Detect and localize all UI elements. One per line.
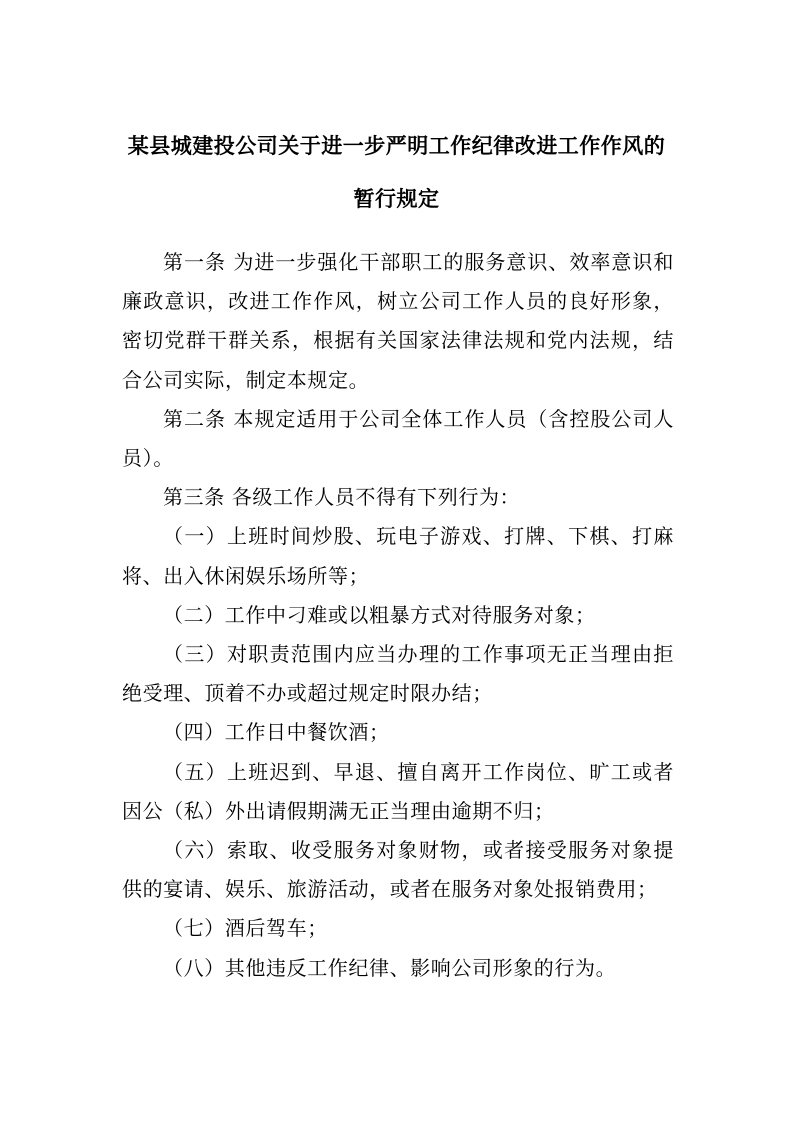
article-3-item-1: （一）上班时间炒股、玩电子游戏、打牌、下棋、打麻将、出入休闲娱乐场所等； [122, 524, 674, 588]
document-title-line-2: 暂行规定 [353, 187, 440, 211]
article-3-item-8: （八）其他违反工作纪律、影响公司形象的行为。 [163, 955, 617, 980]
article-3-item-3: （三）对职责范围内应当办理的工作事项无正当理由拒绝受理、顶着不办或超过规定时限办结； [122, 642, 674, 706]
article-3-item-4: （四）工作日中餐饮酒； [163, 720, 390, 745]
article-1: 第一条 为进一步强化干部职工的服务意识、效率意识和廉政意识，改进工作作风，树立公司工作人员的良好形象，密切党群干群关系，根据有关国家法律法规和党内法规，结合公司实际，制定本规定。 [122, 250, 674, 392]
article-3-item-2: （二）工作中刁难或以粗暴方式对待服务对象； [163, 602, 596, 627]
article-2: 第二条 本规定适用于公司全体工作人员（含控股公司人员）。 [122, 406, 674, 471]
article-3: 第三条 各级工作人员不得有下列行为： [163, 485, 521, 510]
document-title-line-1: 某县城建投公司关于进一步严明工作纪律改进工作作风的 [127, 134, 666, 158]
article-3-item-5: （五）上班迟到、早退、擅自离开工作岗位、旷工或者因公（私）外出请假期满无正当理由逾期不归； [122, 759, 674, 823]
article-3-item-6: （六）索取、收受服务对象财物，或者接受服务对象提供的宴请、娱乐、旅游活动，或者在服务对象处报销费用； [122, 838, 674, 902]
document-body [122, 243, 674, 988]
article-3-item-7: （七）酒后驾车； [163, 916, 328, 941]
